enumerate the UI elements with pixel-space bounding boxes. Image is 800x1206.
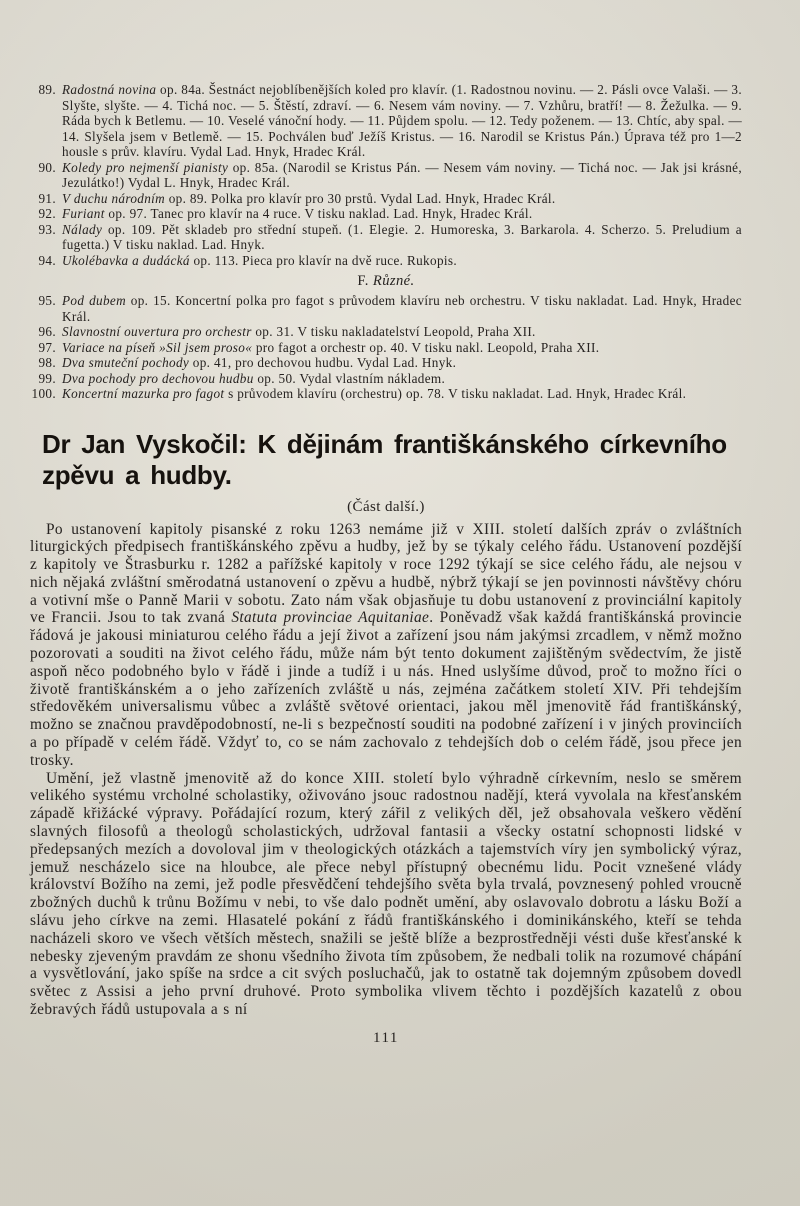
entry-text: op. 50. Vydal vlastním nákladem.	[253, 370, 446, 386]
works-entry-89	[30, 82, 742, 160]
entry-title: Radostná novina	[62, 82, 157, 97]
entry-text: op. 31. V tisku nakladatelství Leopold, Praha XII.	[251, 324, 536, 339]
entry-title: Koledy pro nejmenší pianisty	[62, 159, 229, 175]
entry-text: op. 109. Pět skladeb pro střední stupeň. (1. Elegie. 2. Humoreska, 3. Barkarola. 4. Scherzo. 5. Preludium a fugetta.) V tisku naklad. Lad. Hnyk.	[62, 221, 742, 252]
entry-number: 98.	[38, 355, 56, 370]
works-entry-98	[30, 355, 742, 371]
entry-text: s průvodem klavíru (orchestru) op. 78. V tisku nakladat. Lad. Hnyk, Hradec Král.	[224, 386, 687, 401]
page-number: 111	[373, 1029, 399, 1046]
works-entry-93	[30, 222, 742, 253]
works-entry-97	[30, 340, 742, 356]
entry-number: 94.	[38, 252, 56, 268]
article-title-line-1: Dr Jan Vyskočil: K dějinám františkánského církevního	[42, 428, 727, 459]
entry-text: op. 113. Pieca pro klavír na dvě ruce. Rukopis.	[189, 252, 458, 268]
section-name: Různé.	[372, 273, 415, 289]
works-list	[30, 82, 742, 402]
works-entry-91	[30, 191, 742, 207]
entry-text: op. 89. Polka pro klavír pro 30 prstů. Vydal Lad. Hnyk, Hradec Král.	[165, 190, 556, 206]
entry-title: V duchu národním	[62, 190, 166, 206]
section-heading-f	[30, 272, 742, 290]
entry-number: 89.	[38, 82, 56, 97]
entry-title: Dva smuteční pochody	[62, 355, 190, 370]
entry-number: 93.	[38, 221, 56, 237]
article-subtitle: (Část další.)	[347, 498, 425, 515]
section-label: F.	[357, 273, 369, 289]
entry-title: Variace na píseň »Sil jsem proso«	[62, 339, 253, 355]
paragraph-text: Po ustanovení kapitoly pisanské z roku 1263 nemáme již v XIII. století dalších zpráv o zvláštních liturgických předpisech františkánského zpěvu a hudby, jež by se týkaly celého řádu. Ustanovení pozdější z kapitoly ve Štrasburku r. 1282 a pařížské kapitoly v roce 1292 týkají se sice celého řádu, ale nejsou v nich nějaká zvláštní směrodatná ustanovení o zpěvu a hudbě, nýbrž týkají se jen povinnosti návštěvy chóru a votivní mše o Panně Marii v sobotu. Zato nám však objasňuje tu dobu ustanovení z provinciální kapitoly ve Francii. Jsou to tak zvaná	[30, 520, 742, 627]
latin-phrase: Statuta provinciae Aquitaniae	[231, 609, 430, 627]
works-entry-92	[30, 206, 742, 222]
entry-title: Pod dubem	[62, 293, 126, 308]
article-paragraph-1	[30, 521, 742, 770]
article-title	[42, 429, 742, 491]
entry-title: Dva pochody pro dechovou hudbu	[62, 370, 254, 386]
entry-number: 90.	[38, 159, 56, 175]
entry-text: op. 85a. (Narodil se Kristus Pán. — Nesem vám noviny. — Tichá noc. — Jak jsi krásné, Jezulátko!) Vydal L. Hnyk, Hradec Král.	[62, 159, 743, 190]
paragraph-text: . Poněvadž však každá františkánská provincie řádová je jakousi miniaturou celého řádu a její život a zařízení jsou nám jakýmsi zrcadlem, v němž možno pozorovati a souditi na život celého řádu, může nám být tento dokument zajištěným svědectvím, že jistě aspoň něco podobného bylo v řádě i jinde a tudíž i u nás. Hned uslyšíme důvod, proč to možno říci o životě františkánském a o jeho zařízeních zvláště u nás, zejména začátkem století XIV. Při tehdejším středověkém universalismu vůbec a zvláště světové orientaci, jakou měl jmenovitě řád františkánský, možno se značnou pravděpodobností, ne-li s bezpečností souditi na podobné zařízení i v jiných provinciích a po případě v celém řádě. Vždyť to, co se nám zachovalo z tehdejších dob o celém řádě, jsou přece jen trosky.	[30, 609, 742, 769]
entry-number: 95.	[38, 293, 56, 308]
works-entry-94	[30, 253, 742, 269]
works-entry-96	[30, 324, 742, 340]
works-entry-95	[30, 293, 742, 324]
entry-title: Koncertní mazurka pro fagot	[62, 386, 225, 401]
article	[30, 429, 742, 1019]
article-paragraph-2: Umění, jež vlastně jmenovitě až do konce XIII. století bylo výhradně církevním, neslo se směrem velikého systému vrcholné scholastiky, oživováno jsouc radostnou nadějí, která vyvolala na křesťanském západě křižácké výpravy. Pořádající rozum, který zářil z velikých děl, jež obsahovala veškero vědění slavných filosofů a theologů scholastických, udržoval fantasii a všecky ostatní schopnosti lidské v předepsaných mezích a dovoloval jim v theologických otázkách a tajemstvích víry jen symbolický výraz, jemuž nescházelo sice na hloubce, ale přece nebyl přístupný obecnému lidu. Pocit vznešené vlády království Božího na zemi, jež podle přesvědčení tehdejšího světa byla trvalá, povznesený pohled vroucně zbožných duchů k trůnu Božímu v nebi, to vše dalo podnět umění, aby oslavovalo dobrotu a lásku Boží a slávu jeho církve na zemi. Hlasatelé pokání z řádů františkánského i dominikánského, kteří se tehda nacházeli skoro ve všech větších městech, snažili se ještě blíže a bezprostředněji vésti duše křesťanské k nebesky zjeveným pravdám ze shonu všedního života tím způsobem, že nedbali tolik na rozumové chápání a vysvětlování, jako spíše na srdce a cit svých posluchačů, jak to ostatně tak dojemným způsobem dovedl světec z Assisi a jeho první druhové. Proto symbolika vlivem těchto i pozdějších kazatelů z obou žebravých řádů ustupovala a s ní	[30, 769, 742, 1019]
entry-number: 99.	[38, 370, 56, 386]
entry-title: Nálady	[62, 221, 103, 237]
article-title-line-2: zpěvu a hudby.	[42, 459, 232, 490]
entry-text: op. 84a. Šestnáct nejoblíbenějších koled pro klavír. (1. Radostnou novinu. — 2. Pásli ovce Valaši. — 3. Slyšte, slyšte. — 4. Tichá noc. — 5. Štěstí, zdraví. — 6. Nesem vám noviny. — 7. Vzhůru, bratří! — 8. Žežulka. — 9. Ráda bych k Betlemu. — 10. Veselé vánoční hody. — 11. Půjdem spolu. — 12. Tedy poženem. — 13. Chtíc, aby spal. — 14. Slyšela jsem v Betlemě. — 15. Pochválen buď Ježíš Kristus. — 16. Narodil se Kristus Pán.) Úprava též pro 1—2 housle s prův. klavíru. Vydal Lad. Hnyk, Hradec Král.	[62, 82, 742, 159]
entry-title: Furiant	[62, 206, 105, 221]
works-entry-99	[30, 371, 742, 387]
entry-number: 97.	[38, 339, 56, 355]
entry-text: op. 41, pro dechovou hudbu. Vydal Lad. Hnyk.	[189, 355, 457, 370]
entry-number: 100.	[31, 386, 56, 401]
entry-title: Slavnostní ouvertura pro orchestr	[62, 324, 252, 339]
entry-number: 92.	[38, 206, 56, 221]
entry-text: pro fagot a orchestr op. 40. V tisku nakl. Leopold, Praha XII.	[252, 339, 600, 355]
entry-text: op. 15. Koncertní polka pro fagot s průvodem klavíru neb orchestru. V tisku nakladat. Lad. Hnyk, Hradec Král.	[62, 293, 742, 324]
entry-number: 91.	[38, 190, 56, 206]
works-entry-100	[30, 386, 742, 402]
entry-title: Ukolébavka a dudácká	[62, 252, 190, 268]
entry-number: 96.	[38, 324, 56, 339]
entry-text: op. 97. Tanec pro klavír na 4 ruce. V tisku naklad. Lad. Hnyk, Hradec Král.	[104, 206, 533, 221]
works-entry-90	[30, 160, 742, 191]
